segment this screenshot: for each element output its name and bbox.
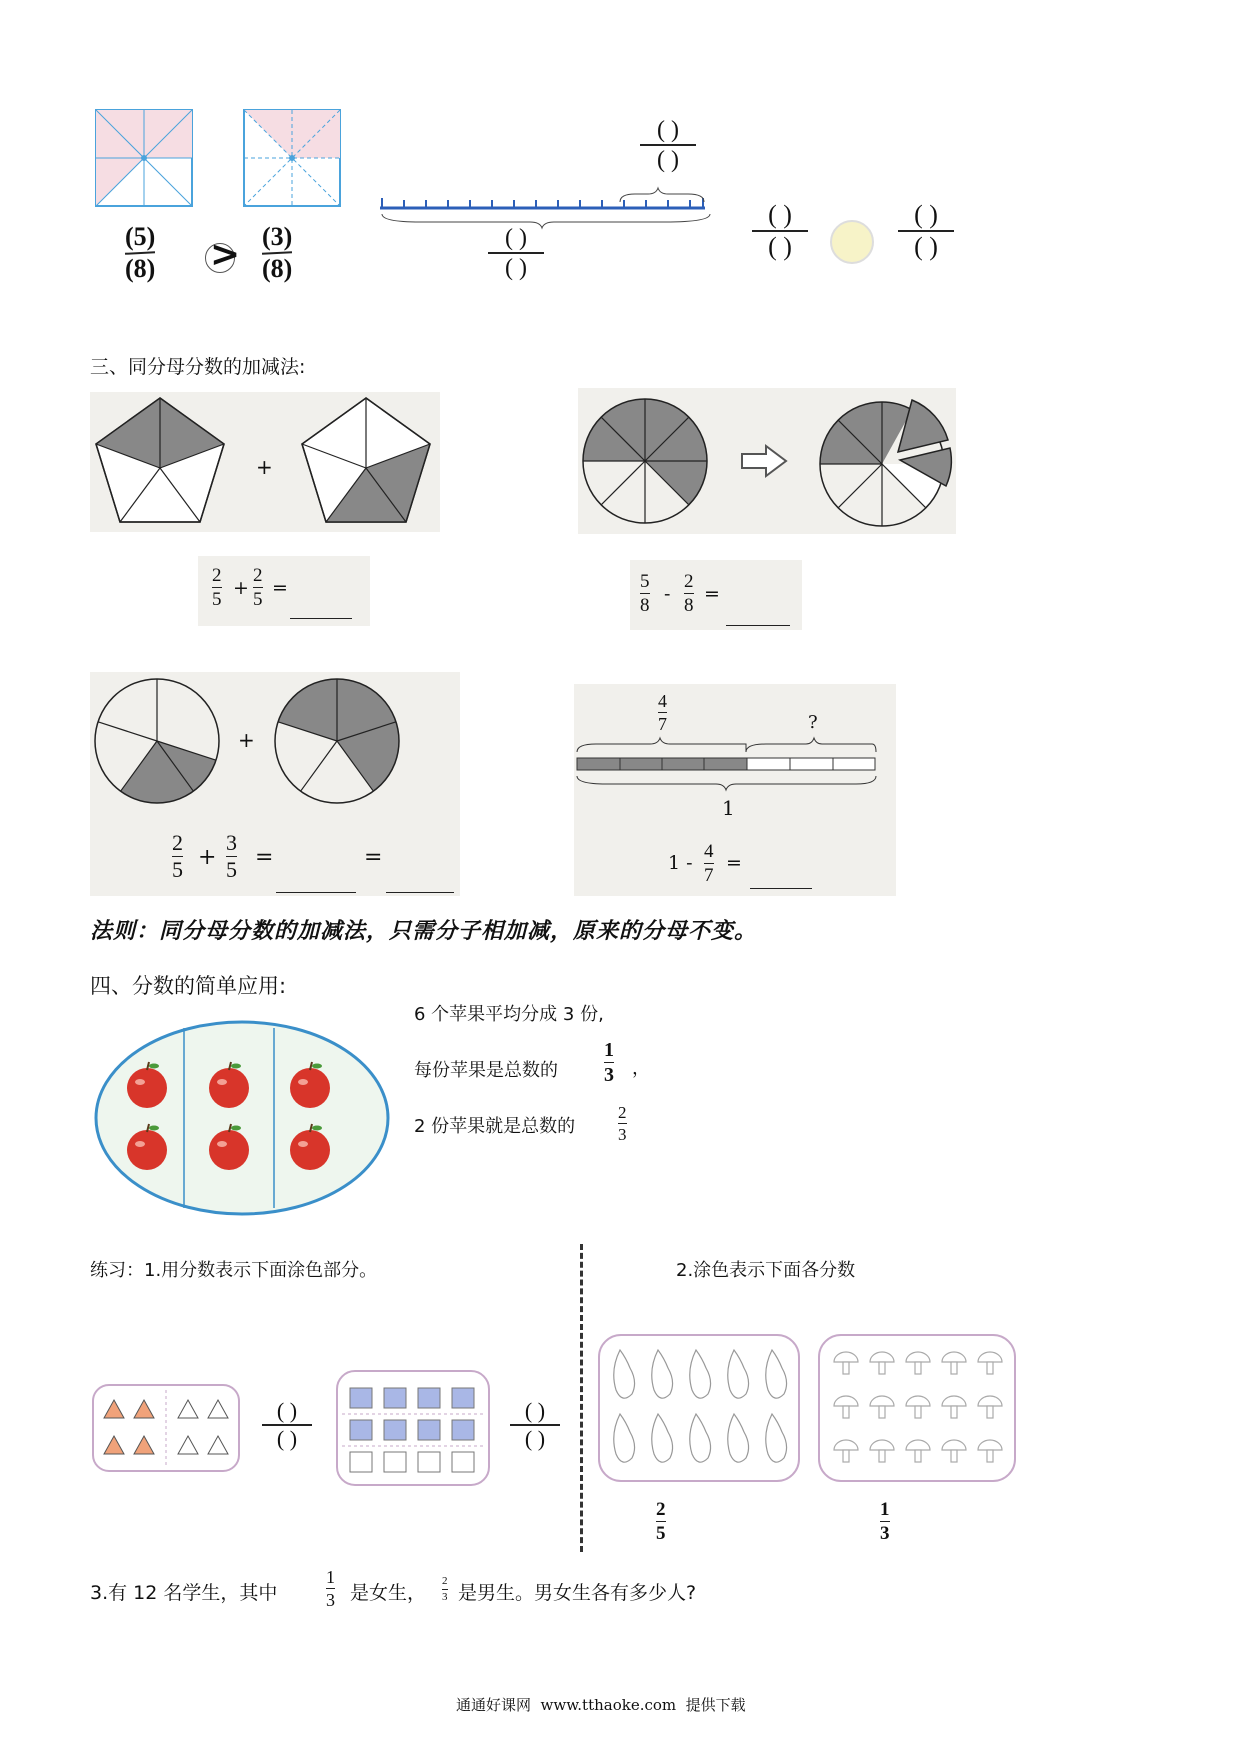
denominator: 5 — [656, 1523, 666, 1544]
denominator: 5 — [212, 589, 222, 610]
numerator: (5) — [125, 222, 156, 251]
target-fraction-1-3 — [880, 1500, 890, 1543]
numerator: 3 — [226, 830, 237, 855]
eq4-fraction — [704, 842, 714, 885]
section4-title: 四、分数的简单应用: — [90, 974, 287, 998]
numerator: 2 — [656, 1499, 666, 1520]
answer-fraction-squares[interactable] — [510, 1400, 560, 1450]
apple-fraction-1-3 — [604, 1040, 614, 1085]
q3-suffix: 是男生。男女生各有多少人? — [458, 1582, 697, 1604]
numerator: 2 — [442, 1575, 448, 1587]
circle-eighths-right — [812, 396, 962, 536]
numerator: 1 — [604, 1039, 614, 1061]
number-line — [380, 190, 710, 230]
eq2-equals: = — [704, 583, 720, 605]
apple-fraction-2-3 — [618, 1104, 627, 1143]
q3-fraction-2-3 — [442, 1576, 448, 1603]
denominator: ( ) — [276, 1426, 298, 1451]
pentagon-right — [296, 394, 436, 530]
eq3-answer-blank-1[interactable] — [276, 892, 356, 893]
denominator: ( ) — [657, 147, 679, 173]
denominator: 5 — [226, 857, 237, 882]
eq2-answer-blank[interactable] — [726, 625, 790, 626]
eq3-fraction-b — [226, 832, 237, 881]
square-left — [96, 110, 192, 206]
eq1-fraction-b — [253, 566, 263, 609]
eggplant-tray[interactable] — [598, 1334, 802, 1484]
eq4-answer-blank[interactable] — [750, 888, 812, 889]
circle-eighths-left — [580, 396, 710, 526]
denominator: 8 — [640, 595, 650, 616]
eq2-op: - — [664, 583, 671, 605]
eq3-equals-2: = — [364, 845, 383, 870]
arrow-right-icon — [740, 444, 790, 478]
numerator: 2 — [618, 1103, 627, 1122]
answer-fraction-triangles[interactable] — [262, 1400, 312, 1450]
compare2-right-fraction — [898, 202, 954, 260]
numerator: ( ) — [505, 225, 527, 251]
eq1-equals: = — [272, 577, 288, 599]
numerator: 4 — [704, 841, 714, 862]
denominator: 7 — [658, 714, 667, 734]
dashed-divider — [580, 1244, 583, 1552]
eq4-equals: = — [726, 852, 742, 874]
numerator: 2 — [172, 830, 183, 855]
numerator: ( ) — [914, 200, 938, 229]
eq3-fraction-a — [172, 832, 183, 881]
apple-line-2-comma: ， — [632, 1058, 650, 1079]
q3-fraction-1-3 — [326, 1568, 335, 1609]
pentagon-left — [90, 394, 230, 530]
plus-sign: + — [256, 455, 273, 479]
denominator: ( ) — [768, 232, 792, 261]
denominator: 3 — [442, 1591, 448, 1603]
bar-question-mark: ? — [808, 712, 818, 733]
eq3-answer-blank-2[interactable] — [386, 892, 454, 893]
numerator: 5 — [640, 571, 650, 592]
numerator: 1 — [880, 1499, 890, 1520]
denominator: 3 — [618, 1125, 627, 1144]
numerator: ( ) — [657, 117, 679, 143]
numerator: 1 — [326, 1567, 335, 1587]
denominator: 5 — [172, 857, 183, 882]
eq2-fraction-a — [640, 572, 650, 615]
q3-middle: 是女生， — [350, 1582, 427, 1604]
denominator: 7 — [704, 865, 714, 886]
practice-q1: 练习：1.用分数表示下面涂色部分。 — [90, 1260, 378, 1281]
target-fraction-2-5 — [656, 1500, 666, 1543]
denominator: 5 — [253, 589, 263, 610]
apple-line-1: 6 个苹果平均分成 3 份, — [414, 1004, 604, 1025]
numerator: 2 — [684, 571, 694, 592]
squares-tray — [336, 1370, 492, 1488]
triangles-tray — [92, 1384, 242, 1474]
numberline-top-fraction — [640, 118, 696, 172]
apple-line-3: 2 份苹果就是总数的 — [414, 1116, 576, 1137]
numerator: 2 — [212, 565, 222, 586]
numerator: 2 — [253, 565, 263, 586]
greater-than-sign: > — [210, 234, 241, 275]
eq2-fraction-b — [684, 572, 694, 615]
numerator: ( ) — [768, 200, 792, 229]
fraction-3-8 — [262, 224, 292, 282]
section3-title: 三、同分母分数的加减法: — [90, 356, 306, 378]
denominator: 3 — [880, 1523, 890, 1544]
denominator: ( ) — [914, 232, 938, 261]
numerator: 4 — [658, 691, 667, 711]
plus-sign-2: + — [238, 728, 255, 752]
denominator: ( ) — [505, 255, 527, 281]
bar-whole-label: 1 — [722, 796, 735, 820]
apple-line-2: 每份苹果是总数的 — [414, 1060, 558, 1081]
eq4-lead: 1 - — [668, 852, 693, 874]
denominator: 3 — [326, 1590, 335, 1610]
eq1-answer-blank[interactable] — [290, 618, 352, 619]
eq1-fraction-a — [212, 566, 222, 609]
circle-fifths-right — [272, 676, 402, 806]
eq3-op: + — [198, 845, 217, 870]
footer: 通通好课网 www.tthaoke.com 提供下载 — [456, 1696, 746, 1714]
denominator: (8) — [125, 254, 156, 283]
bar-top-fraction — [658, 692, 667, 733]
eq1-op: + — [233, 577, 249, 599]
numerator: (3) — [262, 222, 293, 251]
fraction-5-8 — [125, 224, 155, 282]
mushroom-tray[interactable] — [818, 1334, 1018, 1484]
compare-circle-blank[interactable] — [830, 220, 874, 264]
compare2-left-fraction — [752, 202, 808, 260]
numberline-bottom-fraction — [488, 226, 544, 280]
square-right — [244, 110, 340, 206]
circle-fifths-left — [92, 676, 222, 806]
numerator: ( ) — [524, 1398, 546, 1423]
q3-prefix: 3.有 12 名学生，其中 — [90, 1582, 278, 1604]
rule-text: 法则：同分母分数的加减法，只需分子相加减，原来的分母不变。 — [90, 919, 758, 944]
numerator: ( ) — [276, 1398, 298, 1423]
practice-q2: 2.涂色表示下面各分数 — [676, 1260, 856, 1281]
denominator: 3 — [604, 1064, 614, 1086]
denominator: ( ) — [524, 1426, 546, 1451]
denominator: 8 — [684, 595, 694, 616]
apple-oval — [92, 1018, 392, 1218]
denominator: (8) — [262, 254, 293, 283]
eq3-equals: = — [255, 845, 274, 870]
